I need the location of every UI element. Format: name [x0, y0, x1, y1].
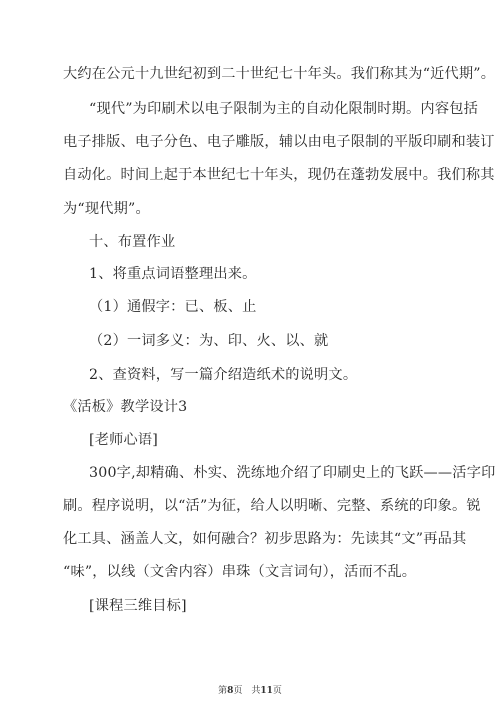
text-line: 自动化。时间上起于本世纪七十年头，现仍在蓬勃发展中。我们称其 — [63, 167, 495, 183]
text-line: 刷。程序说明，以“活”为征，给人以明晰、完整、系统的印象。锐 — [63, 498, 481, 514]
footer-middle: 页 共 — [233, 686, 261, 696]
text-line: 1、将重点词语整理出来。 — [89, 266, 257, 282]
text-line: 2、查资料，写一篇介绍造纸术的说明文。 — [89, 367, 358, 383]
page-footer — [0, 683, 500, 696]
text-line: 大约在公元十九世纪初到二十世纪七十年头。我们称其为“近代期”。 — [63, 66, 496, 82]
section-heading: 十、布置作业 — [89, 234, 176, 250]
text-line: 为“现代期”。 — [63, 201, 150, 217]
total-pages: 11 — [260, 686, 273, 696]
section-heading: [课程三维目标] — [89, 598, 187, 614]
page-number: 8 — [227, 686, 234, 696]
text-line: （1）通假字：已、板、止 — [89, 299, 257, 315]
text-line: 化工具、涵盖人文，如何融合？初步思路为：先读其“文”再品其 — [63, 531, 467, 547]
section-heading: [老师心语] — [89, 432, 159, 448]
text-line: “现代”为印刷术以电子限制为主的自动化限制时期。内容包括 — [89, 101, 478, 117]
text-line: 300字,却精确、朴实、洗练地介绍了印刷史上的飞跃——活字印 — [89, 465, 496, 481]
section-title: 《活板》教学设计3 — [63, 399, 188, 415]
text-line: （2）一词多义：为、印、火、以、就 — [89, 333, 329, 349]
footer-prefix: 第 — [218, 686, 228, 696]
footer-suffix: 页 — [272, 686, 282, 696]
text-line: “味”，以线（文舍内容）串珠（文言词句），活而不乱。 — [63, 564, 417, 580]
text-line: 电子排版、电子分色、电子雕版，辅以由电子限制的平版印刷和装订 — [63, 134, 495, 150]
